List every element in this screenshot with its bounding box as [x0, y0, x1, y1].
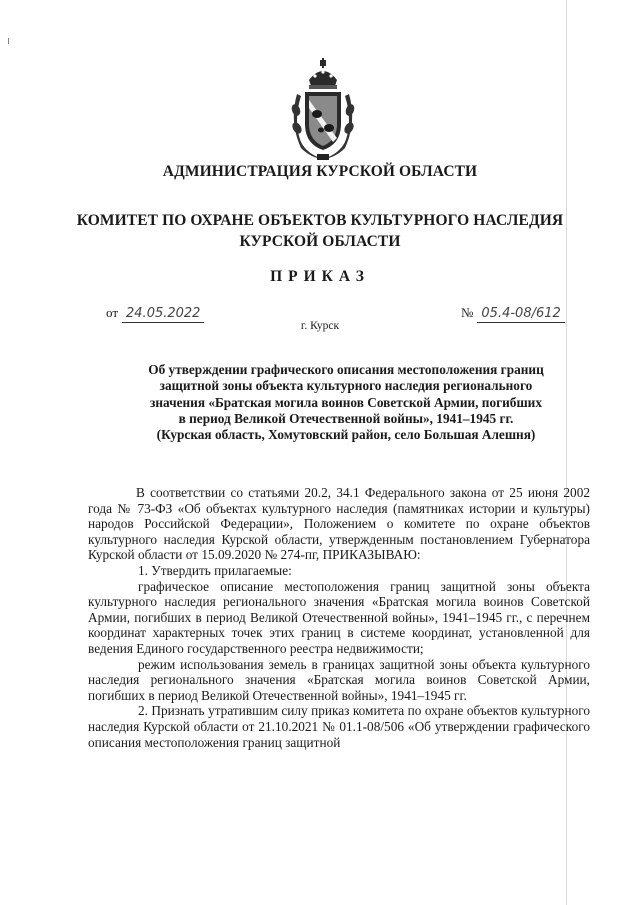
order-title	[100, 362, 592, 443]
date-prefix: от	[106, 305, 119, 320]
committee-name-line2: КУРСКОЙ ОБЛАСТИ	[239, 233, 401, 250]
order-number	[461, 305, 565, 321]
paragraph-land-use-regime: режим использования земель в границах защитной зоны объекта культурного наследия регионального значения «Братская могила воинов Советской Армии, погибших в период Великой Отечественной войны», 1941–1945 гг.	[88, 656, 590, 703]
number-prefix: №	[461, 305, 474, 320]
title-line: в период Великой Отечественной войны», 1941–1945 гг.	[178, 410, 514, 426]
committee-name-line1: КОМИТЕТ ПО ОХРАНЕ ОБЪЕКТОВ КУЛЬТУРНОГО НАСЛЕДИЯ	[76, 212, 564, 229]
city: г. Курск	[300, 320, 340, 332]
committee-name	[0, 210, 640, 252]
coat-of-arms-emblem	[287, 58, 359, 162]
order-date	[106, 305, 204, 321]
crown-icon	[309, 58, 337, 89]
order-body	[88, 485, 590, 750]
title-line: Об утверждении графического описания местоположения границ	[148, 362, 544, 377]
shield-icon	[305, 92, 341, 150]
title-line: защитной зоны объекта культурного наследия регионального	[159, 378, 533, 394]
title-line: значения «Братская могила воинов Советской Армии, погибших	[149, 394, 542, 410]
document-type: ПРИКАЗ	[270, 268, 370, 285]
title-line: (Курская область, Хомутовский район, село Большая Алешня)	[156, 427, 536, 443]
scan-mark	[8, 38, 9, 44]
handwritten-date: 24.05.2022	[122, 306, 204, 323]
paragraph-item-1: 1. Утвердить прилагаемые:	[138, 562, 292, 578]
handwritten-number: 05.4-08/612	[477, 306, 564, 323]
paragraph-graphic-description: графическое описание местоположения границ защитной зоны объекта культурного наследия регионального значения «Братская могила воинов Советской Армии, погибших в период Великой Отечественной войны», 1941–1945 гг., с перечнем координат характерных точек этих границ в системе координат, установленной для ведения Единого государственного реестра недвижимости;	[88, 578, 590, 656]
scan-fold-line	[566, 0, 567, 905]
organization-name: АДМИНИСТРАЦИЯ КУРСКОЙ ОБЛАСТИ	[162, 163, 478, 180]
paragraph-preamble: В соответствии со статьями 20.2, 34.1 Федерального закона от 25 июня 2002 года № 73-ФЗ «Об объектах культурного наследия (памятниках истории и культуры) народов Российской Федерации», Положением о комитете по охране объектов культурного наследия Курской области, утвержденным постановлением Губернатора Курской области от 15.09.2020 № 274-пг, ПРИКАЗЫВАЮ:	[88, 485, 590, 563]
paragraph-item-2: 2. Признать утратившим силу приказ комитета по охране объектов культурного наследия Курской области от 21.10.2021 № 01.1-08/506 «Об утверждении графического описания местоположения границ защитной	[88, 703, 590, 750]
